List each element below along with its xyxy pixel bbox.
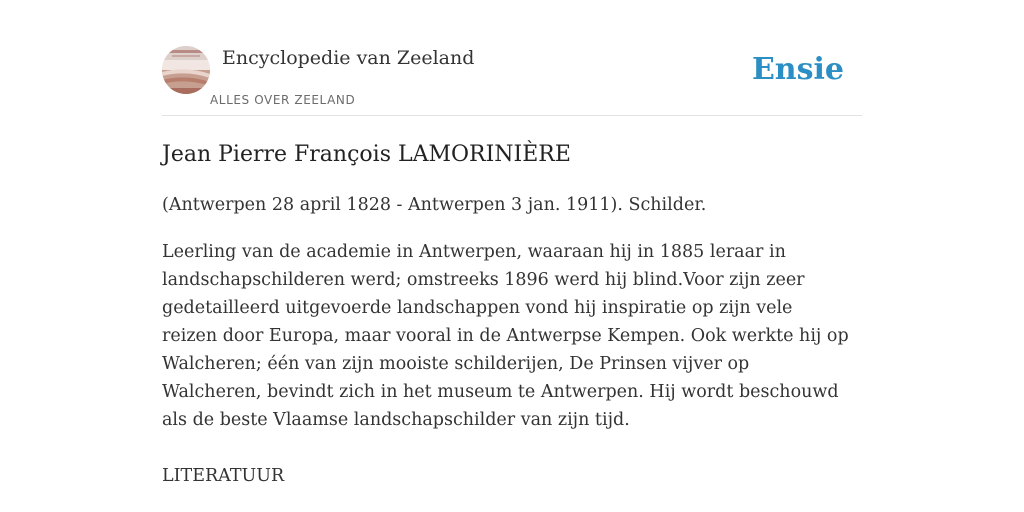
encyclopedia-cover-image <box>162 46 210 94</box>
header-divider <box>162 115 862 116</box>
site-name[interactable]: Encyclopedie van Zeeland <box>222 47 475 69</box>
ensie-logo[interactable]: Ensie <box>751 52 844 87</box>
encyclopedia-cover-icon[interactable] <box>162 46 210 94</box>
article <box>162 140 862 490</box>
literature-heading: LITERATUUR <box>162 466 285 486</box>
article-title: Jean Pierre François LAMORINIÈRE <box>162 142 571 167</box>
article-body: Leerling van de academie in Antwerpen, waaraan hij in 1885 leraar in landschapschilderen werd; omstreeks 1896 werd hij blind.Voor zijn zeer gedetailleerd uitgevoerde landschappen vond hij inspiratie op zijn vele reizen door Europa, maar vooral in de Antwerpse Kempen. Ook werkte hij op Walcheren; één van zijn mooiste schilderijen, De Prinsen vijver op Walcheren, bevindt zich in het museum te Antwerpen. Hij wordt beschouwd als de beste Vlaamse landschapschilder van zijn tijd. <box>162 242 849 430</box>
site-subtitle: ALLES OVER ZEELAND <box>210 93 356 107</box>
site-header <box>162 46 862 116</box>
article-dates: (Antwerpen 28 april 1828 - Antwerpen 3 jan. 1911). Schilder. <box>162 195 707 215</box>
